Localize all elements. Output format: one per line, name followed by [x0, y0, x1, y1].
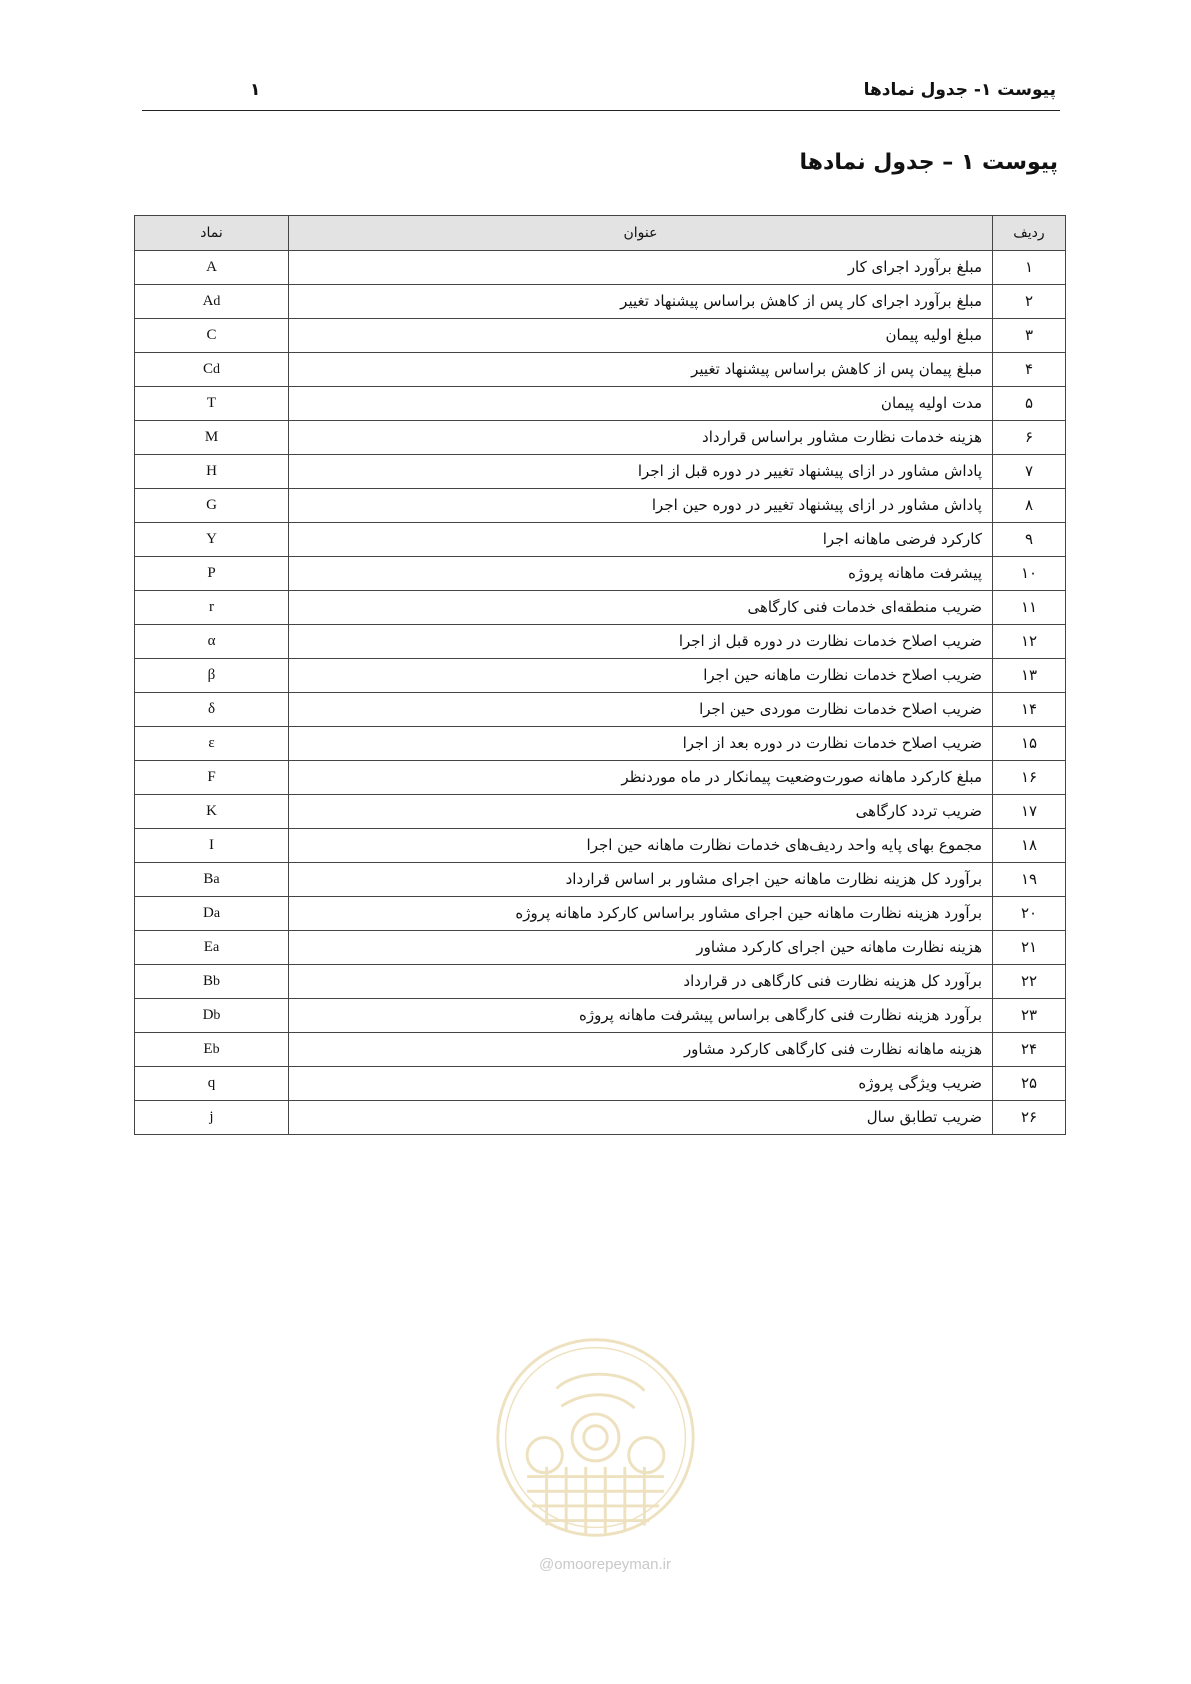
symbol-letter: B	[203, 871, 214, 887]
symbol-subscript: d	[213, 362, 220, 377]
row-number: ۲۳	[993, 999, 1066, 1033]
table-row	[135, 489, 1066, 523]
row-symbol	[135, 455, 289, 489]
page-number: ۱	[250, 80, 261, 100]
row-symbol	[135, 829, 289, 863]
symbol-letter: Y	[206, 531, 217, 547]
row-number: ۱۷	[993, 795, 1066, 829]
row-symbol	[135, 863, 289, 897]
row-number: ۷	[993, 455, 1066, 489]
symbol-subscript: b	[212, 1042, 220, 1057]
row-symbol	[135, 319, 289, 353]
column-header-symbol: نماد	[135, 216, 289, 251]
row-title: هزینه نظارت ماهانه حین اجرای کارکرد مشاور	[289, 931, 993, 965]
symbol-subscript: b	[213, 1008, 221, 1023]
row-symbol	[135, 693, 289, 727]
row-number: ۱۹	[993, 863, 1066, 897]
symbol-letter: E	[203, 1041, 213, 1057]
row-title: ضریب اصلاح خدمات نظارت ماهانه حین اجرا	[289, 659, 993, 693]
table-row	[135, 897, 1066, 931]
table-row	[135, 795, 1066, 829]
row-title: ضریب منطقه‌ای خدمات فنی کارگاهی	[289, 591, 993, 625]
row-symbol	[135, 1101, 289, 1135]
table-row	[135, 965, 1066, 999]
table-row	[135, 591, 1066, 625]
table-row	[135, 727, 1066, 761]
row-symbol	[135, 387, 289, 421]
row-title: پاداش مشاور در ازای پیشنهاد تغییر در دوره قبل از اجرا	[289, 455, 993, 489]
row-number: ۸	[993, 489, 1066, 523]
row-number: ۲۲	[993, 965, 1066, 999]
column-header-title: عنوان	[289, 216, 993, 251]
table-row	[135, 1033, 1066, 1067]
row-symbol	[135, 353, 289, 387]
table-row	[135, 387, 1066, 421]
symbol-letter: D	[202, 1007, 214, 1023]
symbol-letter: K	[206, 803, 217, 819]
table-row	[135, 863, 1066, 897]
symbol-letter: H	[206, 463, 217, 479]
table-row	[135, 523, 1066, 557]
row-number: ۱۶	[993, 761, 1066, 795]
row-title: مبلغ اولیه پیمان	[289, 319, 993, 353]
row-title: مبلغ کارکرد ماهانه صورت‌وضعیت پیمانکار در ماه موردنظر	[289, 761, 993, 795]
column-header-row: ردیف	[993, 216, 1066, 251]
symbol-letter: D	[202, 905, 214, 921]
row-number: ۵	[993, 387, 1066, 421]
row-symbol	[135, 489, 289, 523]
table-row	[135, 285, 1066, 319]
symbol-letter: ε	[208, 735, 215, 751]
row-title: ضریب تطابق سال	[289, 1101, 993, 1135]
symbol-letter: E	[203, 939, 213, 955]
row-symbol	[135, 659, 289, 693]
symbol-letter: β	[207, 667, 216, 683]
row-symbol	[135, 1067, 289, 1101]
row-title: پیشرفت ماهانه پروژه	[289, 557, 993, 591]
row-title: کارکرد فرضی ماهانه اجرا	[289, 523, 993, 557]
symbol-letter: δ	[207, 701, 216, 717]
symbol-subscript: a	[213, 906, 221, 921]
table-row	[135, 625, 1066, 659]
table-row	[135, 353, 1066, 387]
row-number: ۳	[993, 319, 1066, 353]
row-number: ۲	[993, 285, 1066, 319]
symbol-letter: B	[202, 973, 213, 989]
symbol-letter: M	[204, 429, 219, 445]
row-symbol	[135, 999, 289, 1033]
table-header-row	[135, 216, 1066, 251]
row-title: ضریب اصلاح خدمات نظارت موردی حین اجرا	[289, 693, 993, 727]
row-title: پاداش مشاور در ازای پیشنهاد تغییر در دوره حین اجرا	[289, 489, 993, 523]
header-title: پیوست ۱- جدول نمادها	[863, 80, 1056, 100]
symbol-letter: F	[207, 769, 216, 785]
symbol-letter: α	[207, 633, 216, 649]
symbol-letter: T	[206, 395, 217, 411]
row-symbol	[135, 523, 289, 557]
row-title: ضریب ویژگی پروژه	[289, 1067, 993, 1101]
symbol-subscript: b	[213, 974, 220, 989]
symbol-letter: j	[209, 1109, 214, 1125]
row-title: برآورد کل هزینه نظارت ماهانه حین اجرای مشاور بر اساس قرارداد	[289, 863, 993, 897]
table-row	[135, 999, 1066, 1033]
row-title: مجموع بهای پایه واحد ردیف‌های خدمات نظارت ماهانه حین اجرا	[289, 829, 993, 863]
symbol-subscript: a	[213, 872, 220, 887]
symbols-table	[134, 215, 1066, 1135]
row-number: ۱۴	[993, 693, 1066, 727]
page-header	[142, 76, 1060, 111]
row-title: مدت اولیه پیمان	[289, 387, 993, 421]
row-title: هزینه خدمات نظارت مشاور براساس قرارداد	[289, 421, 993, 455]
row-symbol	[135, 625, 289, 659]
row-title: مبلغ پیمان پس از کاهش براساس پیشنهاد تغییر	[289, 353, 993, 387]
symbol-letter: q	[207, 1075, 216, 1091]
table-row	[135, 931, 1066, 965]
row-symbol	[135, 931, 289, 965]
row-symbol	[135, 727, 289, 761]
row-symbol	[135, 965, 289, 999]
table-row	[135, 761, 1066, 795]
table-row	[135, 1067, 1066, 1101]
row-number: ۲۴	[993, 1033, 1066, 1067]
table-row	[135, 319, 1066, 353]
row-title: برآورد هزینه نظارت ماهانه حین اجرای مشاور براساس کارکرد ماهانه پروژه	[289, 897, 993, 931]
row-symbol	[135, 557, 289, 591]
symbol-subscript: d	[213, 294, 221, 309]
row-symbol	[135, 897, 289, 931]
row-number: ۶	[993, 421, 1066, 455]
symbol-letter: G	[206, 497, 217, 513]
row-symbol	[135, 591, 289, 625]
symbol-letter: r	[209, 599, 214, 615]
row-symbol	[135, 421, 289, 455]
symbol-letter: A	[202, 293, 214, 309]
row-number: ۱۵	[993, 727, 1066, 761]
row-number: ۱	[993, 251, 1066, 285]
table-row	[135, 455, 1066, 489]
row-number: ۴	[993, 353, 1066, 387]
table-row	[135, 659, 1066, 693]
row-symbol	[135, 1033, 289, 1067]
page-title: پیوست ۱ – جدول نمادها	[799, 150, 1058, 175]
table-row	[135, 1101, 1066, 1135]
row-number: ۱۳	[993, 659, 1066, 693]
row-symbol	[135, 795, 289, 829]
row-number: ۲۱	[993, 931, 1066, 965]
row-title: برآورد هزینه نظارت فنی کارگاهی براساس پیشرفت ماهانه پروژه	[289, 999, 993, 1033]
symbol-letter: I	[209, 837, 214, 853]
symbol-subscript: a	[212, 940, 220, 955]
table-row	[135, 251, 1066, 285]
row-title: هزینه ماهانه نظارت فنی کارگاهی کارکرد مشاور	[289, 1033, 993, 1067]
row-symbol	[135, 761, 289, 795]
table-row	[135, 829, 1066, 863]
watermark-logo	[488, 1330, 703, 1545]
row-title: برآورد کل هزینه نظارت فنی کارگاهی در قرارداد	[289, 965, 993, 999]
row-number: ۱۲	[993, 625, 1066, 659]
table-row	[135, 557, 1066, 591]
symbol-letter: C	[206, 327, 217, 343]
row-title: ضریب تردد کارگاهی	[289, 795, 993, 829]
table-row	[135, 693, 1066, 727]
row-number: ۲۶	[993, 1101, 1066, 1135]
row-number: ۲۵	[993, 1067, 1066, 1101]
row-number: ۲۰	[993, 897, 1066, 931]
row-number: ۱۰	[993, 557, 1066, 591]
row-title: ضریب اصلاح خدمات نظارت در دوره بعد از اجرا	[289, 727, 993, 761]
row-title: مبلغ برآورد اجرای کار پس از کاهش براساس پیشنهاد تغییر	[289, 285, 993, 319]
row-number: ۱۸	[993, 829, 1066, 863]
symbol-letter: P	[207, 565, 216, 581]
symbol-letter: C	[202, 361, 213, 377]
row-title: ضریب اصلاح خدمات نظارت در دوره قبل از اجرا	[289, 625, 993, 659]
row-title: مبلغ برآورد اجرای کار	[289, 251, 993, 285]
symbol-letter: A	[206, 259, 217, 275]
table-row	[135, 421, 1066, 455]
row-number: ۱۱	[993, 591, 1066, 625]
table-body	[135, 251, 1066, 1135]
watermark-url: @omoorepeyman.ir	[539, 1556, 671, 1573]
row-symbol	[135, 251, 289, 285]
row-symbol	[135, 285, 289, 319]
row-number: ۹	[993, 523, 1066, 557]
